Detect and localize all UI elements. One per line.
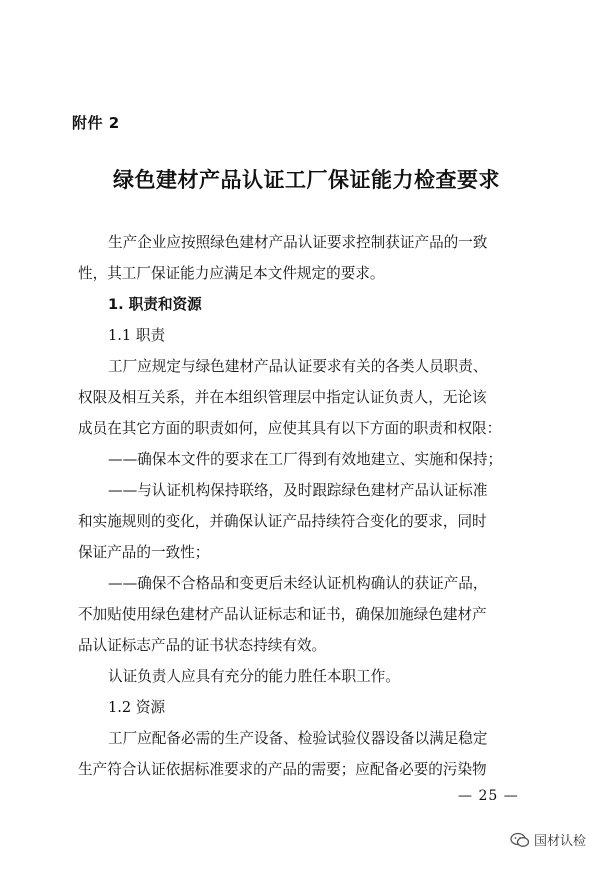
- paragraph-line: 生产企业应按照绿色建材产品认证要求控制获证产品的一致: [108, 234, 488, 251]
- page-number: — 25 —: [458, 788, 519, 804]
- paragraph-line: 工厂应规定与绿色建材产品认证要求有关的各类人员职责、: [108, 358, 488, 375]
- paragraph-line: 和实施规则的变化，并确保认证产品持续符合变化的要求，同时: [78, 513, 487, 530]
- paragraph-line: 品认证标志产品的证书状态持续有效。: [78, 637, 327, 654]
- paragraph-line: 权限及相互关系，并在本组织管理层中指定认证负责人，无论该: [78, 389, 487, 406]
- paragraph-line: ——确保本文件的要求在工厂得到有效地建立、实施和保持；: [108, 451, 503, 468]
- paragraph-line: 生产符合认证依据标准要求的产品的需要；应配备必要的污染物: [78, 761, 487, 778]
- wechat-icon: [510, 832, 530, 848]
- subsection-heading: 1.1 职责: [108, 327, 166, 344]
- paragraph-line: 性，其工厂保证能力应满足本文件规定的要求。: [78, 265, 385, 282]
- paragraph-line: 认证负责人应具有充分的能力胜任本职工作。: [108, 668, 400, 685]
- document-title: 绿色建材产品认证工厂保证能力检查要求: [113, 168, 500, 192]
- watermark: [510, 830, 586, 849]
- paragraph-line: 工厂应配备必需的生产设备、检验试验仪器设备以满足稳定: [108, 730, 488, 747]
- paragraph-line: ——与认证机构保持联络，及时跟踪绿色建材产品认证标准: [108, 482, 488, 499]
- watermark-text: 国材认检: [534, 834, 587, 849]
- section-heading: 1. 职责和资源: [108, 296, 202, 313]
- attachment-label: 附件 2: [72, 114, 120, 132]
- paragraph-line: ——确保不合格品和变更后未经认证机构确认的获证产品，: [108, 575, 488, 592]
- subsection-heading: 1.2 资源: [108, 699, 166, 716]
- paragraph-line: 保证产品的一致性；: [78, 544, 210, 561]
- paragraph-line: 成员在其它方面的职责如何，应使其具有以下方面的职责和权限：: [78, 420, 502, 437]
- paragraph-line: 不加贴使用绿色建材产品认证标志和证书，确保加施绿色建材产: [78, 606, 487, 623]
